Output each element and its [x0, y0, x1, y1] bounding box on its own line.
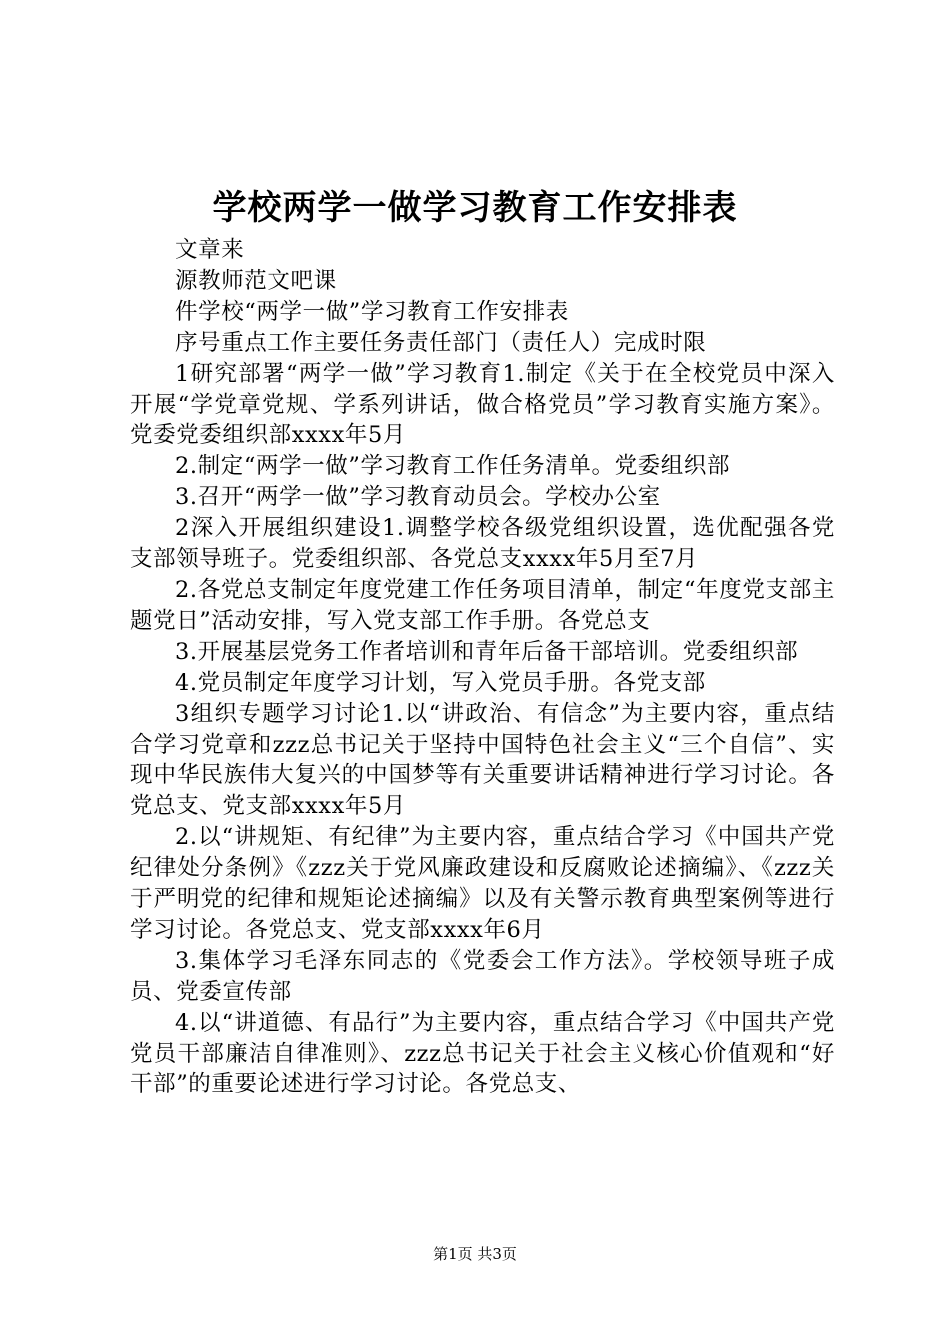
paragraph: 序号重点工作主要任务责任部门（责任人）完成时限	[175, 329, 707, 356]
paragraph: 3.集体学习毛泽东同志的《党委会工作方法》。学校领导班子成员、党委宣传部	[130, 947, 835, 1005]
paragraph: 3.开展基层党务工作者培训和青年后备干部培训。党委组织部	[175, 638, 799, 665]
paragraph: 文章来	[175, 237, 245, 263]
paragraph: 2.各党总支制定年度党建工作任务项目清单，制定“年度党支部主题党日”活动安排，写入党支部工作手册。各党总支	[130, 576, 835, 634]
paragraph: 4.以“讲道德、有品行”为主要内容，重点结合学习《中国共产党党员干部廉洁自律准则》、zzz总书记关于社会主义核心价值观和“好干部”的重要论述进行学习讨论。各党总支、	[130, 1009, 835, 1098]
paragraph: 2.以“讲规矩、有纪律”为主要内容，重点结合学习《中国共产党纪律处分条例》《zzz关于党风廉政建设和反腐败论述摘编》、《zzz关于严明党的纪律和规矩论述摘编》以及有关警示教育典型案例等进行学习讨论。各党总支、党支部xxxx年6月	[130, 824, 835, 943]
paragraph: 3组织专题学习讨论1.以“讲政治、有信念”为主要内容，重点结合学习党章和zzz总书记关于坚持中国特色社会主义“三个自信”、实现中华民族伟大复兴的中国梦等有关重要讲话精神进行学习讨论。各党总支、党支部xxxx年5月	[130, 700, 835, 820]
paragraph: 源教师范文吧课	[175, 267, 337, 294]
paragraph: 1研究部署“两学一做”学习教育1.制定《关于在全校党员中深入开展“学党章党规、学系列讲话，做合格党员”学习教育实施方案》。党委党委组织部xxxx年5月	[130, 360, 835, 449]
document-body	[130, 235, 835, 1100]
paragraph: 3.召开“两学一做”学习教育动员会。学校办公室	[175, 484, 661, 511]
document-title: 学校两学一做学习教育工作安排表	[212, 188, 738, 228]
paragraph: 2.制定“两学一做”学习教育工作任务清单。党委组织部	[175, 453, 731, 480]
paragraph: 件学校“两学一做”学习教育工作安排表	[175, 298, 569, 325]
paragraph: 4.党员制定年度学习计划，写入党员手册。各党支部	[175, 669, 706, 696]
paragraph: 2深入开展组织建设1.调整学校各级党组织设置，选优配强各党支部领导班子。党委组织部、各党总支xxxx年5月至7月	[130, 515, 835, 573]
page-number-footer: 第1页 共3页	[433, 1245, 517, 1263]
